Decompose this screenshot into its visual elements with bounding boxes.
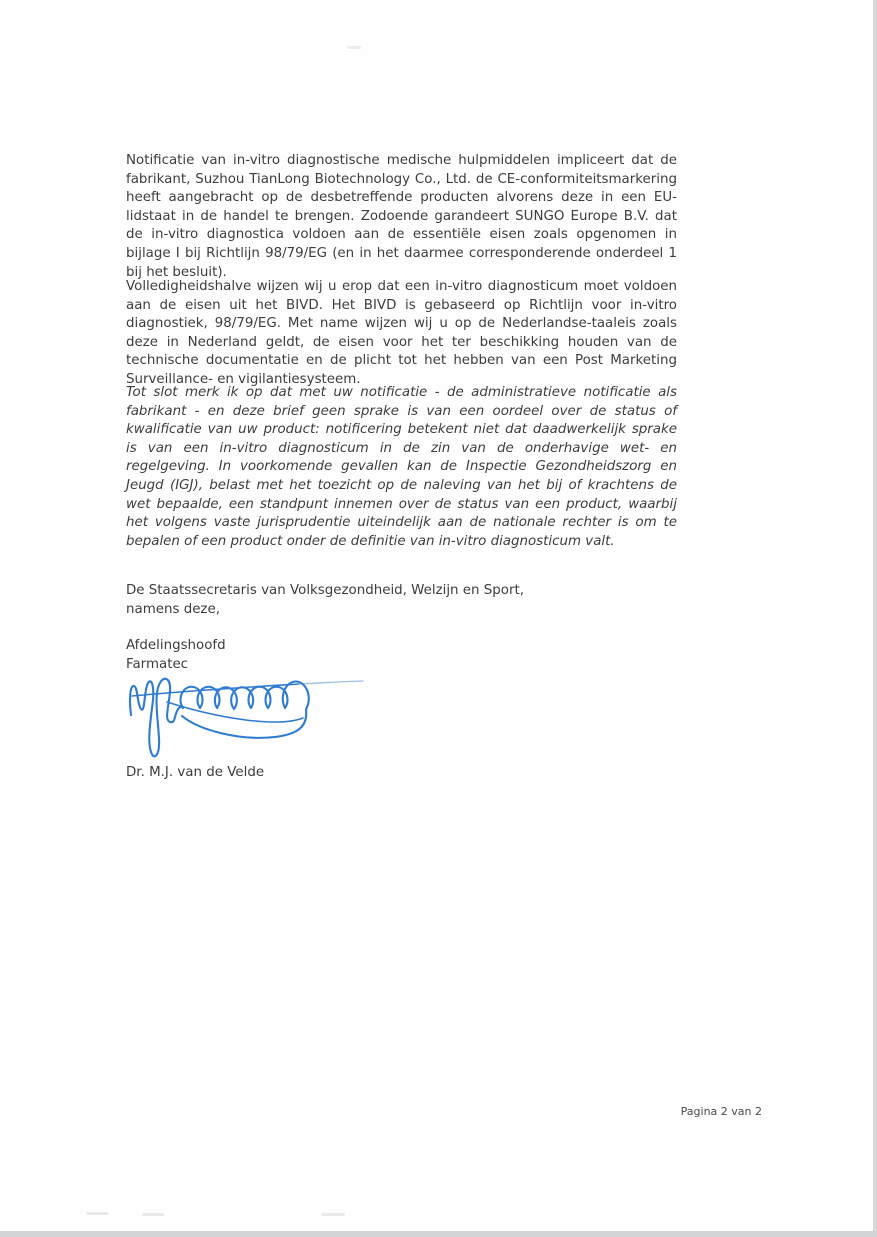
- closing-authority-line: De Staatssecretaris van Volksgezondheid, Welzijn en Sport,: [126, 583, 524, 598]
- scan-artifact-top: [347, 46, 361, 49]
- signature-icon: [127, 668, 367, 763]
- scan-artifact-bottom-3: [321, 1213, 345, 1216]
- role-department: Farmatec: [126, 656, 189, 672]
- page-number: Pagina 2 van 2: [680, 1105, 762, 1118]
- closing-on-behalf-line: namens deze,: [126, 601, 220, 617]
- paragraph-bivd-requirements: Volledigheidshalve wijzen wij u erop dat een in-vitro diagnosticum moet voldoen aan de eisen uit het BIVD. Het BIVD is gebaseerd op Richtlijn voor in-vitro diagnostiek, 98/79/EG. Met name wijzen wij u op de Nederlandse-taaleis zoals deze in Nederland geldt, de eisen voor het ter beschikking houden van de technische documentatie en de plicht tot het hebben van een Post Marketing Surveillance- en vigilantiesysteem.: [126, 279, 677, 387]
- scan-edge-bottom: [0, 1231, 877, 1237]
- closing-block: [126, 582, 677, 619]
- handwritten-signature: [127, 668, 367, 763]
- paragraph-notification: Notificatie van in-vitro diagnostische medische hulpmiddelen impliceert dat de fabrikant, Suzhou TianLong Biotechnology Co., Ltd. de CE-conformiteitsmarkering heeft aangebracht op de desbetreffende producten alvorens deze in een EU-lidstaat in de handel te brengen. Zodoende garandeert SUNGO Europe B.V. dat de in-vitro diagnostica voldoen aan de essentiële eisen zoals opgenomen in bijlage I bij Richtlijn 98/79/EG (en in het daarmee corresponderende onderdeel 1 bij het besluit).: [126, 153, 677, 280]
- role-title: Afdelingshoofd: [126, 638, 226, 653]
- signer-name: Dr. M.J. van de Velde: [126, 765, 265, 780]
- paragraph-legal-disclaimer: Tot slot merk ik op dat met uw notificatie - de administratieve notificatie als fabrikant - en deze brief geen sprake is van een oordeel over de status of kwalificatie van uw product: notificering betekent niet dat daadwerkelijk sprake is van een in-vitro diagnosticum in de zin van de onderhavige wet- en regelgeving. In voorkomende gevallen kan de Inspectie Gezondheidszorg en Jeugd (IGJ), belast met het toezicht op de naleving van het bij of krachtens de wet bepaalde, een standpunt innemen over de status van een product, waarbij het volgens vaste jurisprudentie uiteindelijk aan de nationale rechter is om te bepalen of een product onder de definitie van in-vitro diagnosticum valt.: [126, 385, 677, 549]
- scan-edge-right: [873, 0, 877, 1237]
- signature-scribble: [130, 679, 309, 757]
- scan-artifact-bottom-2: [142, 1213, 164, 1216]
- signature-topline-fade: [299, 681, 363, 684]
- scan-artifact-bottom-1: [86, 1212, 108, 1215]
